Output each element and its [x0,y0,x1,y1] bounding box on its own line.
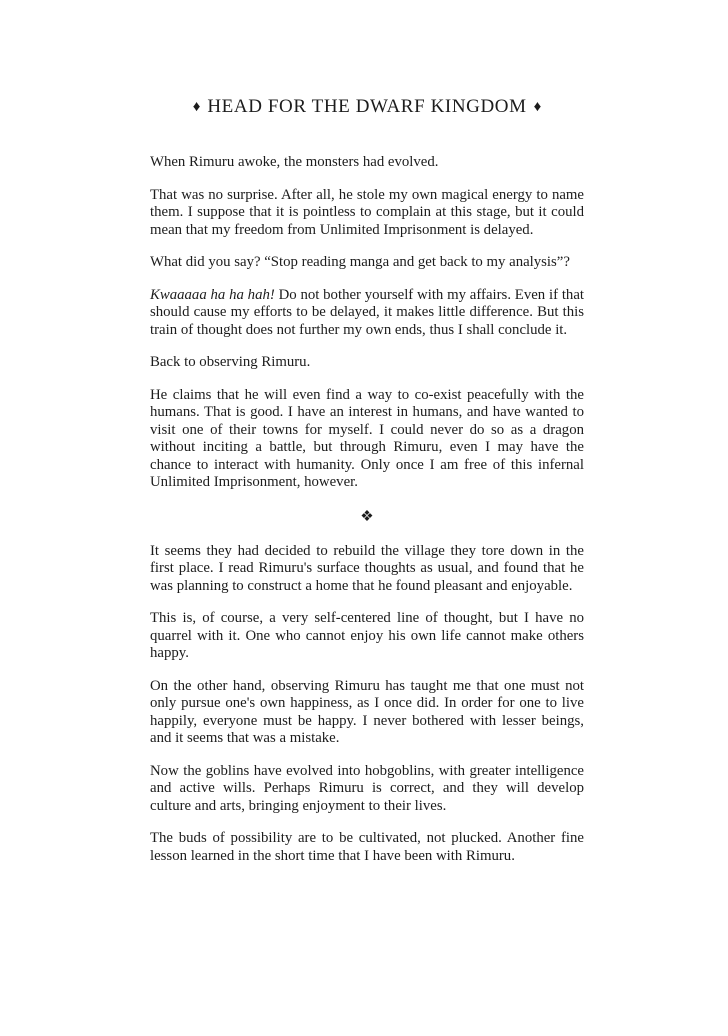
paragraph [150,187,584,240]
paragraph [150,254,584,272]
text-section-2 [150,543,584,866]
paragraph [150,387,584,492]
paragraph [150,830,584,865]
paragraph [150,763,584,816]
text-section-1 [150,154,584,492]
paragraph [150,610,584,663]
paragraph-text: Do not bother yourself with my affairs. Even if that should cause my efforts to be delayed, it makes little difference. But this train of thought does not further my own ends, thus I shall conclude it. [150,286,585,338]
paragraph-text: He claims that he will even find a way to co-exist peacefully with the humans. That is good. I have an interest in humans, and have wanted to visit one of their towns for myself. I could never do so as a dragon without inciting a battle, but through Rimuru, even I may have the chance to interact with humanity. Only once I am free of this infernal Unlimited Imprisonment, however. [150,386,584,490]
paragraph-text: Back to observing Rimuru. [150,354,311,370]
paragraph [150,543,584,596]
paragraph-text: This is, of course, a very self-centered line of thought, but I have no quarrel with it. One who cannot enjoy his own life cannot make others happy. [150,610,584,661]
section-break-icon: ❖ [360,508,374,525]
paragraph [150,354,584,372]
book-page [150,96,584,880]
paragraph [150,287,584,340]
paragraph-text: That was no surprise. After all, he stole my own magical energy to name them. I suppose that it is pointless to complain at this stage, but it could mean that my freedom from Unlimited Imprisonment is delayed. [150,186,584,238]
paragraph [150,678,584,748]
paragraph-text: The buds of possibility are to be cultivated, not plucked. Another fine lesson learned in the short time that I have been with Rimuru. [150,830,584,864]
paragraph-text: What did you say? “Stop reading manga and get back to my analysis”? [150,254,570,270]
paragraph-text: It seems they had decided to rebuild the village they tore down in the first place. I read Rimuru's surface thoughts as usual, and found that he was planning to construct a home that he found pleasant and enjoyable. [150,542,584,594]
paragraph-text: On the other hand, observing Rimuru has taught me that one must not only pursue one's own happiness, as I once did. In order for one to live happily, everyone must be happy. I never bothered with lesser beings, and it seems that was a mistake. [150,677,584,746]
chapter-title-text: HEAD FOR THE DWARF KINGDOM [207,96,527,117]
chapter-heading [150,96,584,118]
paragraph-text: Now the goblins have evolved into hobgoblins, with greater intelligence and active wills. Perhaps Rimuru is correct, and they will develop culture and arts, bringing enjoyment to their lives. [150,762,584,814]
diamond-icon-left: ♦ [192,99,201,115]
paragraph [150,154,584,172]
paragraph-text: When Rimuru awoke, the monsters had evolved. [150,154,439,170]
diamond-icon-right: ♦ [533,99,542,115]
paragraph-italic-lead: Kwaaaaa ha ha hah! [150,286,275,303]
